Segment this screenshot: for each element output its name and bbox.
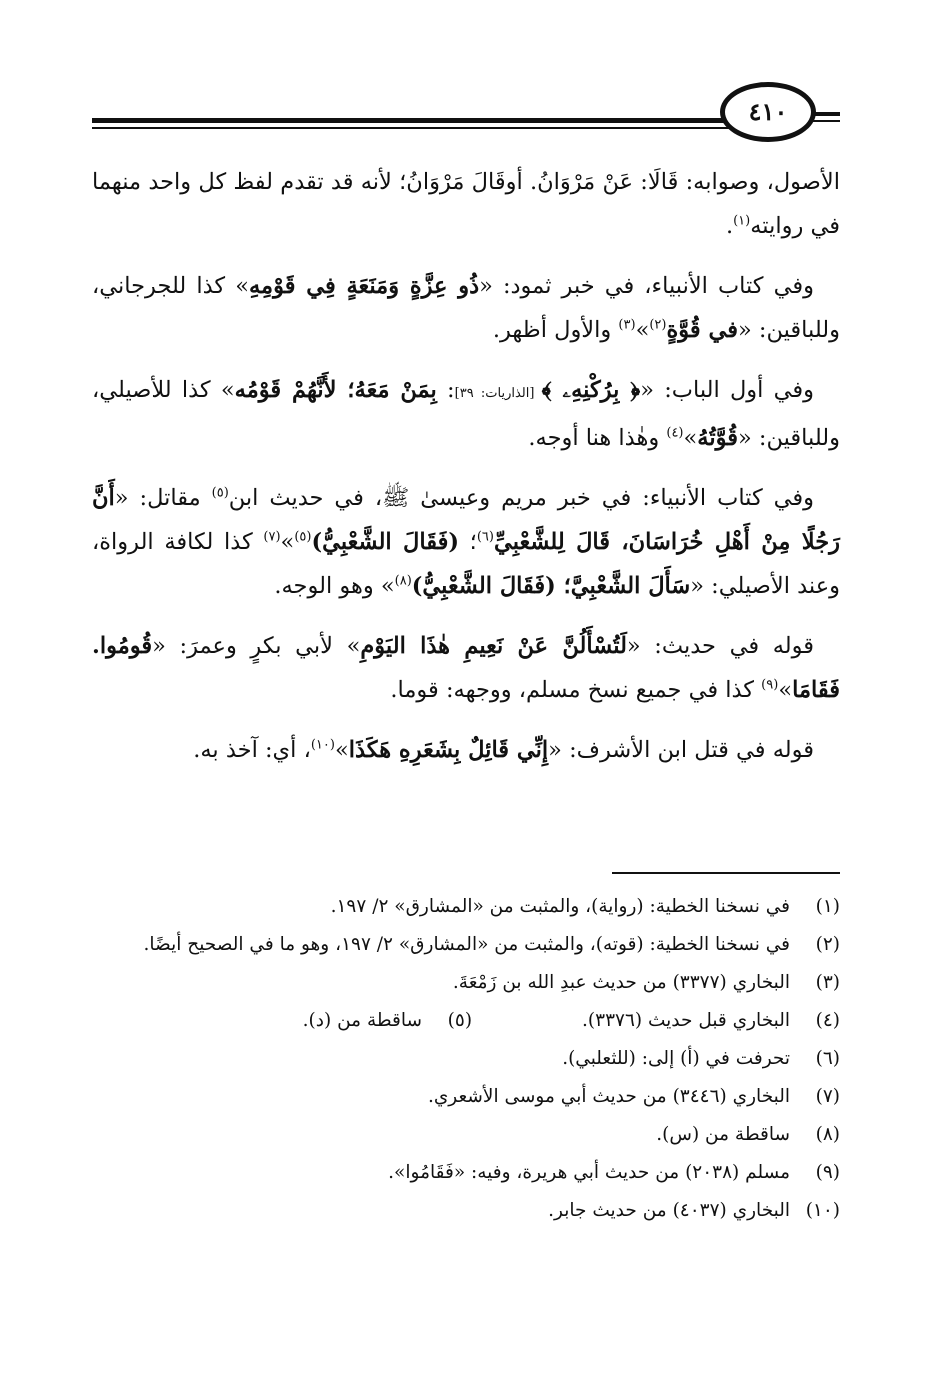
footnote-reference: (٦) <box>476 529 494 545</box>
footnote-reference: (١) <box>733 213 751 229</box>
quoted-text: إِنِّي قَائِلٌ بِشَعَرِهِ هَكَذَا <box>348 737 549 763</box>
paragraph <box>92 264 840 352</box>
text-run: وفي كتاب الأنبياء، في خبر ثمود: « <box>479 273 814 299</box>
footnote-text: البخاري (٣٣٧٧) من حديث عبدِ الله بن زَمْعَةَ. <box>452 972 790 993</box>
citation: [الذاريات: ٣٩] <box>454 386 542 401</box>
footnote-text: مسلم (٢٠٣٨) من حديث أبي هريرة، وفيه: «فَقَامُوا». <box>388 1162 790 1183</box>
footnote-number: (٨) <box>815 1124 840 1145</box>
page-header <box>0 0 946 150</box>
quoted-text: (فَقَالَ الشَّعْبِيُّ) <box>311 529 459 555</box>
quoted-text: قُوَّتُهُ <box>697 425 738 451</box>
footnote-number: (٧) <box>815 1086 840 1107</box>
text-run: » <box>635 317 650 343</box>
footnote-text: تحرفت في (أ) إلى: (للثعلبي). <box>562 1048 790 1069</box>
text-run: » كذا للأصيلي، وللباقين: « <box>92 377 840 451</box>
footnote-4 <box>582 1002 840 1040</box>
footnote-number: (٥) <box>447 1010 473 1031</box>
quoted-text: بِمَنْ مَعَهُ؛ لأَنَّهُمْ قَوْمُه <box>234 377 437 403</box>
text-run: » <box>280 529 295 555</box>
footnote-5 <box>303 1002 472 1040</box>
footnote-reference: (٣) <box>618 317 636 333</box>
paragraph <box>92 160 840 248</box>
footnote-reference: (٥) <box>294 529 312 545</box>
paragraph <box>92 624 840 712</box>
paragraph <box>92 728 840 772</box>
footnote-number: (٣) <box>815 972 840 993</box>
footnote-reference: (١٠) <box>310 737 335 753</box>
footnote-reference: (٧) <box>263 529 281 545</box>
text-run: : <box>436 377 455 403</box>
header-rule-thin <box>92 127 748 129</box>
text-run: الأصول، وصوابه: قَالَا: عَنْ مَرْوَانُ. أوقَالَ مَرْوَانُ؛ لأنه قد تقدم لفظ كل واحد منهما في روايته <box>92 169 840 239</box>
footnote-text: ساقطة من (س). <box>656 1124 790 1145</box>
footnote-text: ساقطة من (د). <box>302 1010 423 1031</box>
footnote-7 <box>92 1078 840 1116</box>
paragraph <box>92 368 840 460</box>
footnote-number: (٤) <box>815 1010 840 1031</box>
paragraph <box>92 476 840 608</box>
text-run: قوله في حديث: « <box>626 633 814 659</box>
quoted-text: لَتُسْأَلُنَّ عَنْ نَعِيمِ هٰذَا اليَوْمِ <box>360 633 627 659</box>
text-run: مقاتل: « <box>114 485 212 511</box>
footnote-6 <box>92 1040 840 1078</box>
text-run: وفي كتاب الأنبياء: في خبر مريم وعيسىٰ ﷺ، في حديث ابن <box>228 485 814 511</box>
header-rule-thick <box>92 118 748 123</box>
text-run: والأول أظهر. <box>492 317 619 343</box>
footnote-text: البخاري (٣٤٤٦) من حديث أبي موسى الأشعري. <box>427 1086 790 1107</box>
footnote-text: البخاري (٤٠٣٧) من حديث جابر. <box>548 1200 790 1221</box>
text-run: » كذا للجرجاني، وللباقين: « <box>92 273 840 343</box>
footnote-9 <box>92 1154 840 1192</box>
quoted-text: في قُوَّةٍ <box>666 317 738 343</box>
text-run: ، أي: آخذ به. <box>193 737 311 763</box>
page-number: ٤١٠ <box>720 82 816 142</box>
footnote-text: البخاري قبل حديث (٣٣٧٦). <box>582 1010 790 1031</box>
quoted-text: قُومُوا. فَقَامَا <box>92 633 840 703</box>
footnote-row-4-5 <box>92 1002 840 1040</box>
text-run: وفي أول الباب: « <box>640 377 815 403</box>
text-run: » <box>778 677 793 703</box>
footnote-text: في نسخنا الخطية: (قوته)، والمثبت من «المشارق» ٢/ ١٩٧، وهو ما في الصحيح أيضًا. <box>143 934 790 955</box>
text-run: ؛ <box>459 529 477 555</box>
footnote-3 <box>92 964 840 1002</box>
text-run: كذا لكافة الرواة، وعند الأصيلي: « <box>92 529 840 599</box>
quoted-text: ذُو عِزَّةٍ وَمَنَعَةٍ فِي قَوْمِهِ <box>248 273 480 299</box>
footnote-text: في نسخنا الخطية: (رواية)، والمثبت من «المشارق» ٢/ ١٩٧. <box>330 896 790 917</box>
footnote-reference: (٨) <box>394 573 412 589</box>
footnote-10 <box>92 1192 840 1230</box>
text-run: وهٰذا هنا أوجه. <box>528 425 667 451</box>
footnote-separator <box>612 872 840 874</box>
footnote-reference: (٥) <box>211 485 229 501</box>
footnote-number: (٩) <box>815 1162 840 1183</box>
text-run: » <box>334 737 349 763</box>
quoted-text: سَأَلَ الشَّعْبِيَّ؛ (فَقَالَ الشَّعْبِيُّ) <box>411 573 691 599</box>
text-run: » وهو الوجه. <box>274 573 395 599</box>
footnote-reference: (٤) <box>666 425 684 441</box>
text-run: . <box>725 213 734 239</box>
footnote-1 <box>92 888 840 926</box>
footnote-number: (١٠) <box>805 1200 840 1221</box>
footnote-number: (٢) <box>815 934 840 955</box>
footnote-number: (٦) <box>815 1048 840 1069</box>
footnote-reference: (٩) <box>761 677 779 693</box>
footnote-reference: (٢) <box>649 317 667 333</box>
text-run: » <box>683 425 698 451</box>
footnote-8 <box>92 1116 840 1154</box>
text-run: كذا في جميع نسخ مسلم، ووجهه: قوما. <box>390 677 762 703</box>
quoted-text: ﴿ بِرُكْنِهِۦ ﴾ <box>541 377 641 403</box>
text-run: قوله في قتل ابن الأشرف: « <box>548 737 814 763</box>
main-text <box>92 160 840 788</box>
footnote-2 <box>92 926 840 964</box>
footnote-number: (١) <box>815 896 840 917</box>
quoted-text: أَنَّ رَجُلًا مِنْ أَهْلِ خُرَاسَانَ، قَالَ لِلشَّعْبِيِّ <box>92 485 840 555</box>
footnotes <box>92 888 840 1230</box>
text-run: » لأبي بكرٍ وعمرَ: « <box>152 633 361 659</box>
